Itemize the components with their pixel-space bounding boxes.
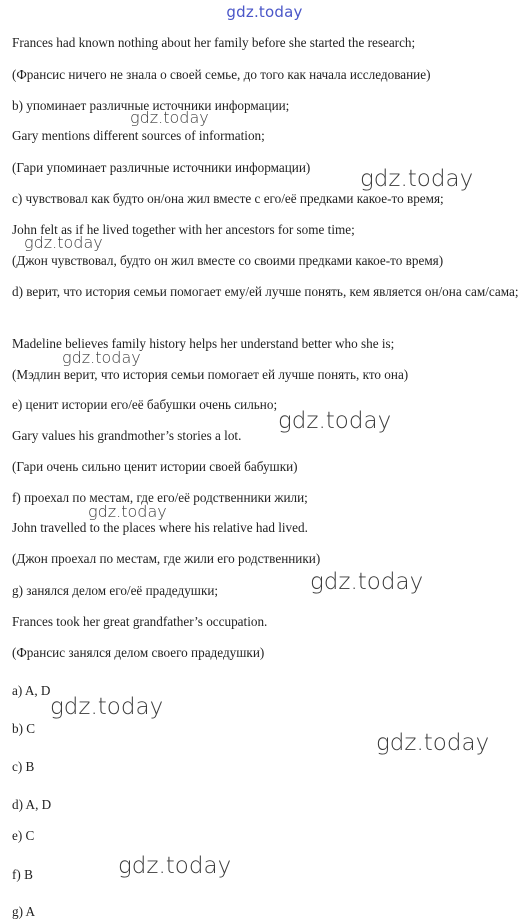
- watermark: gdz.today: [62, 348, 141, 367]
- text-line: (Гари очень сильно ценит истории своей бабушки): [12, 459, 298, 474]
- text-line: с) чувствовал как будто он/она жил вместе с его/её предками какое-то время;: [12, 191, 444, 206]
- text-line: Frances took her great grandfather’s occupation.: [12, 614, 268, 629]
- watermark: gdz.today: [88, 502, 167, 521]
- text-line: d) верит, что история семьи помогает ему/ей лучше понять, кем является он/она сам/сама;: [12, 284, 519, 299]
- site-logo: gdz.today: [226, 3, 303, 21]
- text-line: (Джон проехал по местам, где жили его родственники): [12, 551, 321, 566]
- answer-item: f) B: [12, 867, 33, 882]
- watermark: gdz.today: [310, 569, 424, 595]
- watermark: gdz.today: [376, 730, 490, 756]
- text-line: (Мэдлин верит, что история семьи помогает ей лучше понять, кто она): [12, 367, 409, 382]
- watermark: gdz.today: [278, 408, 392, 434]
- text-line: Gary mentions different sources of information;: [12, 128, 265, 143]
- answer-item: a) A, D: [12, 683, 51, 698]
- watermark: gdz.today: [130, 108, 209, 127]
- text-line: Frances had known nothing about her family before she started the research;: [12, 35, 416, 50]
- watermark: gdz.today: [118, 853, 232, 879]
- answer-item: e) C: [12, 828, 35, 843]
- text-line: b) упоминает различные источники информации;: [12, 98, 290, 113]
- text-line: (Джон чувствовал, будто он жил вместе со своими предками какое-то время): [12, 253, 444, 268]
- text-line: е) ценит истории его/её бабушки очень сильно;: [12, 397, 278, 412]
- text-line: John felt as if he lived together with her ancestors for some time;: [12, 222, 355, 237]
- text-line: Gary values his grandmother’s stories a lot.: [12, 428, 242, 443]
- text-line: John travelled to the places where his relative had lived.: [12, 520, 308, 535]
- text-line: (Франсис ничего не знала о своей семье, до того как начала исследование): [12, 67, 431, 82]
- text-line: Madeline believes family history helps her understand better who she is;: [12, 336, 395, 351]
- text-line: (Франсис занялся делом своего прадедушки): [12, 645, 265, 660]
- text-line: (Гари упоминает различные источники информации): [12, 160, 311, 175]
- watermark: gdz.today: [50, 694, 164, 720]
- answer-item: b) C: [12, 721, 36, 736]
- text-line: f) проехал по местам, где его/её родственники жили;: [12, 490, 308, 505]
- watermark: gdz.today: [24, 233, 103, 252]
- text-line: g) занялся делом его/её прадедушки;: [12, 583, 219, 598]
- answer-item: d) A, D: [12, 797, 52, 812]
- watermark: gdz.today: [360, 166, 474, 192]
- answer-item: c) B: [12, 759, 35, 774]
- answer-item: g) A: [12, 904, 36, 919]
